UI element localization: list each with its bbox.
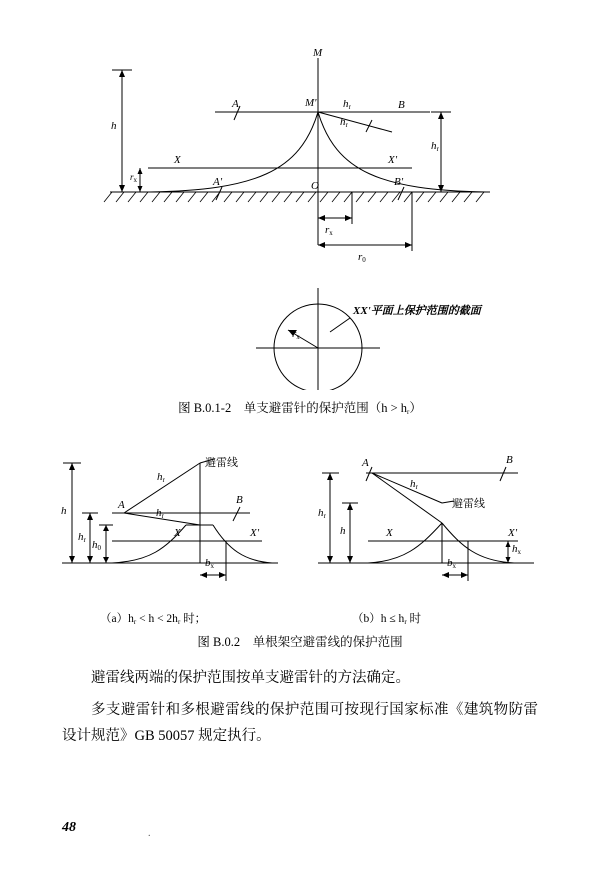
label-wire-left: 避雷线 <box>205 457 238 469</box>
figure-b012-caption: 图 B.0.1-2 单支避雷针的保护范围$(h > h_r)$ <box>178 401 422 416</box>
label-left-h: h <box>61 505 67 517</box>
label-section-note: XX'平面上保护范围的截面 <box>353 305 481 317</box>
label-height-hx-left: $r_x$ <box>130 172 138 184</box>
label-point-a: A <box>232 98 239 110</box>
label-height-h: h <box>111 120 117 132</box>
label-hr-slant: $h_r$ <box>340 116 348 129</box>
figure-b012 <box>0 40 600 390</box>
figure-b02-caption: 图 B.0.2 单根架空避雷线的保护范围 <box>197 635 403 649</box>
page-number: 48 <box>62 820 76 835</box>
label-radius-rx: $r_x$ <box>325 224 333 237</box>
label-right-hx: $h_x$ <box>512 543 521 556</box>
figure-b012-drawing <box>0 40 600 390</box>
label-right-axis-x-prime: X' <box>508 527 518 539</box>
label-left-point-a: A <box>118 499 125 511</box>
label-axis-x-prime: X' <box>388 154 398 166</box>
label-height-hr-right: $h_r$ <box>431 140 439 153</box>
footer-dot: . <box>148 828 151 839</box>
label-circle-radius: $r_x$ <box>292 328 300 341</box>
label-left-bx: $b_x$ <box>205 557 214 570</box>
label-right-point-b: B <box>506 454 513 466</box>
label-left-hr-slant2: $h_r$ <box>156 507 164 520</box>
label-left-axis-x-prime: X' <box>250 527 260 539</box>
label-right-bx: $b_x$ <box>447 557 456 570</box>
figure-b02 <box>0 445 600 625</box>
label-left-h0: $h_0$ <box>92 539 101 552</box>
label-hr-top: $h_r$ <box>343 98 351 111</box>
label-wire-right: 避雷线 <box>452 498 485 510</box>
label-right-hr-slant: $h_r$ <box>410 478 418 491</box>
label-origin-o: O <box>311 180 319 192</box>
label-tip-m-prime: M' <box>305 97 317 109</box>
label-right-axis-x: X <box>386 527 393 539</box>
label-apex-m: M <box>313 47 323 59</box>
label-point-b-prime: B' <box>394 176 404 188</box>
label-right-h: h <box>340 525 346 537</box>
label-point-b: B <box>398 99 405 111</box>
label-radius-r0: $r_0$ <box>358 251 366 264</box>
figure-b02-condition-b: $(b)h \le h_r$ 时 <box>352 613 422 626</box>
label-left-axis-x: X <box>174 527 181 539</box>
paragraph-2: 多支避雷针和多根避雷线的保护范围可按现行国家标准《建筑物防雷设计规范》GB 50057 规定执行。 <box>62 702 538 744</box>
label-left-hr-slant: $h_r$ <box>157 471 165 484</box>
label-right-point-a: A <box>362 457 369 469</box>
label-right-hr: $h_r$ <box>318 507 326 520</box>
label-left-point-b: B <box>236 494 243 506</box>
label-point-a-prime: A' <box>213 176 223 188</box>
figure-b02-condition-a: $(a)h_r < h < 2h_r$ 时； <box>100 613 207 626</box>
label-left-hr: $h_r$ <box>78 531 86 544</box>
paragraph-1: 避雷线两端的保护范围按单支避雷针的方法确定。 <box>91 670 410 686</box>
label-axis-x: X <box>174 154 181 166</box>
